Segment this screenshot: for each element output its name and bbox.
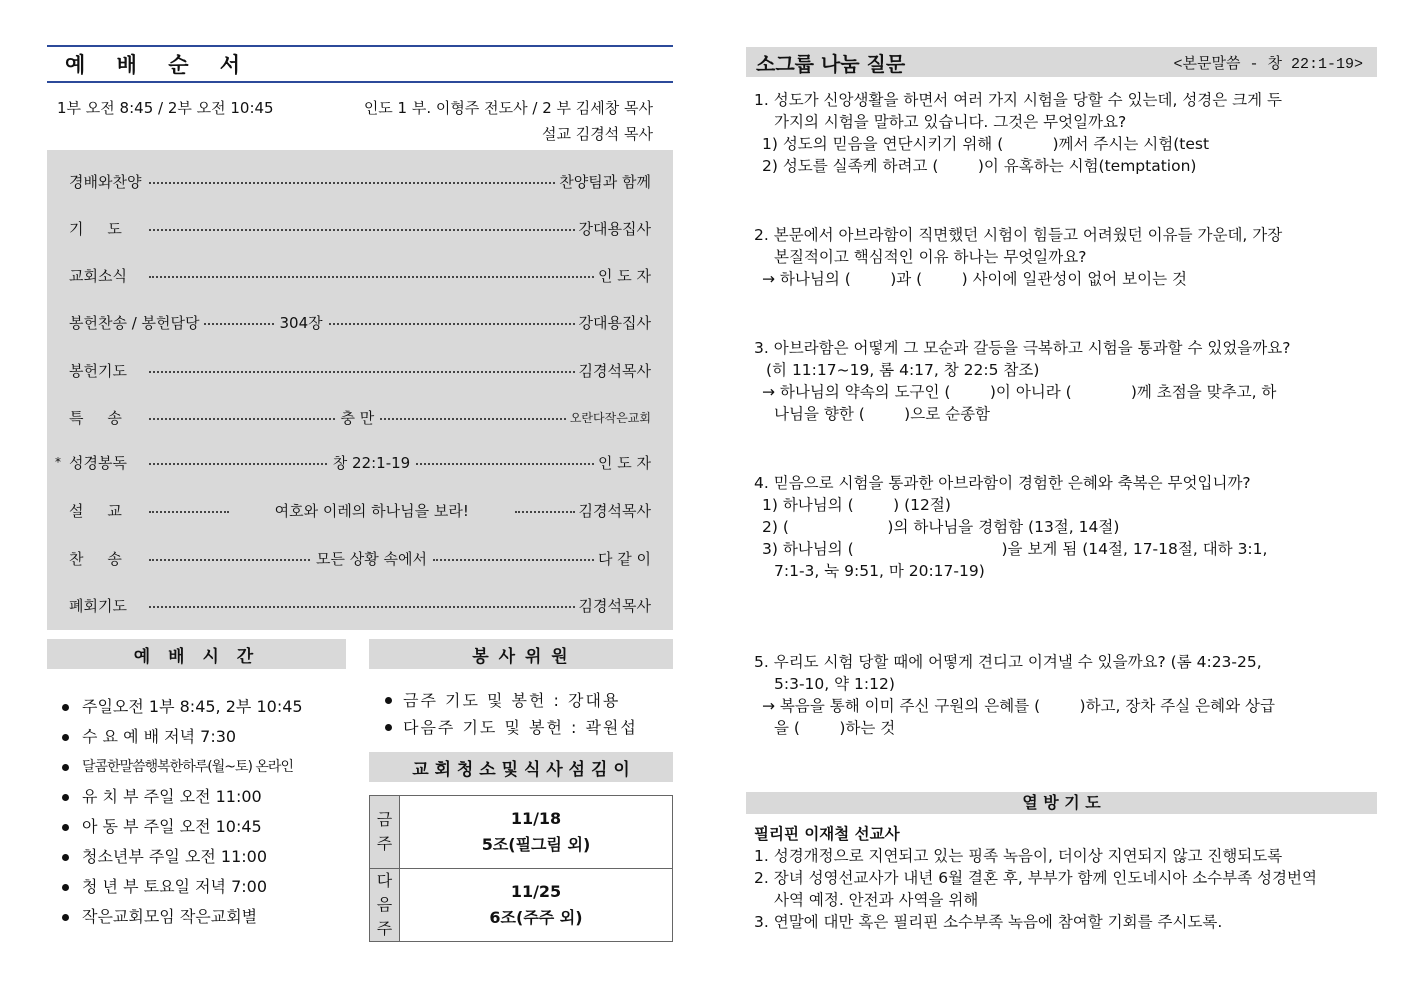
prayer-item: 사역 예정. 안전과 사역을 위해 — [774, 891, 979, 909]
leader-dots — [149, 559, 310, 561]
week-char: 음 — [376, 895, 393, 914]
clean-date: 11/18 — [510, 809, 562, 828]
order-item-label: 폐회기도 — [69, 596, 127, 615]
question-5 — [754, 651, 1368, 739]
service-leader: 인도 1 부. 이형주 전도사 / 2 부 김세창 목사 — [363, 99, 653, 117]
leader-dots — [149, 182, 555, 184]
order-item — [57, 405, 651, 429]
left-page — [47, 45, 673, 615]
leader-dots — [433, 559, 594, 561]
question-text: 가지의 시험을 말하고 있습니다. 그것은 무엇일까요? — [774, 113, 1127, 131]
order-item-mid: 충 만 — [340, 408, 375, 427]
answer-line: → 하나님의 ( )과 ( ) 사이에 일관성이 없어 보이는 것 — [762, 270, 1187, 288]
cleaning-table — [369, 795, 673, 942]
question-text: 4. 믿음으로 시험을 통과한 아브라함이 경험한 은혜와 축복은 무엇입니까? — [754, 474, 1251, 492]
week-cell — [370, 796, 400, 869]
leader-dots — [204, 323, 274, 325]
list-item: 주일오전 1부 8:45, 2부 10:45 — [62, 692, 303, 722]
leader-dots — [149, 229, 575, 231]
order-item-value: 찬양팀과 함께 — [559, 172, 651, 191]
cleaning-title: 교 회 청 소 및 식 사 섬 김 이 — [412, 759, 630, 780]
order-item-label: 기 도 — [69, 219, 122, 238]
order-item-label: 경배와찬양 — [69, 172, 142, 191]
list-item: 아 동 부 주일 오전 10:45 — [62, 812, 303, 842]
missionary-name: 필리핀 이재철 선교사 — [754, 825, 900, 843]
clean-group: 5조(필그림 외) — [481, 835, 591, 854]
list-item: 청소년부 주일 오전 11:00 — [62, 842, 303, 872]
order-item — [57, 310, 651, 334]
order-item-value: 강대용집사 — [578, 313, 651, 332]
question-text: 5:3-10, 약 1:12) — [774, 675, 895, 693]
servants-list — [385, 687, 638, 741]
sermon-by: 설교 김경석 목사 — [542, 125, 653, 143]
servants-title: 봉 사 위 원 — [472, 646, 570, 667]
leader-dots — [149, 463, 327, 465]
order-item — [57, 169, 651, 193]
answer-line: 7:1-3, 눅 9:51, 마 20:17-19) — [774, 562, 985, 580]
order-item-value: 강대용집사 — [578, 219, 651, 238]
group-cell — [400, 796, 673, 869]
worship-times-title: 예 배 시 간 — [133, 646, 260, 667]
servants-header — [369, 639, 673, 669]
week-char: 주 — [376, 834, 393, 853]
order-item-value: 인 도 자 — [597, 453, 651, 472]
order-item-value: 김경석목사 — [578, 596, 651, 615]
answer-line: → 복음을 통해 이미 주신 구원의 은혜를 ( )하고, 장차 주실 은혜와 상급 — [762, 697, 1275, 715]
question-text: (히 11:17~19, 롬 4:17, 창 22:5 참조) — [766, 361, 1040, 379]
order-item — [57, 216, 651, 240]
answer-line: 1) 하나님의 ( ) (12절) — [762, 496, 951, 514]
prayer-header — [746, 792, 1377, 814]
prayer-item: 2. 장녀 성영선교사가 내년 6월 결혼 후, 부부가 함께 인도네시아 소수부족 성경번역 — [754, 869, 1317, 887]
group-cell — [400, 869, 673, 942]
small-group-header — [746, 47, 1377, 77]
week-char: 주 — [376, 919, 393, 938]
order-item-label: 봉헌기도 — [69, 361, 127, 380]
prayer-title: 열 방 기 도 — [1022, 793, 1101, 812]
answer-line: 2) ( )의 하나님을 경험함 (13절, 14절) — [762, 518, 1120, 536]
table-row — [370, 796, 673, 869]
order-item-value: 김경석목사 — [578, 501, 651, 520]
question-3 — [754, 337, 1368, 425]
order-item-mid: 창 22:1-19 — [332, 453, 411, 472]
small-group-title: 소그룹 나눔 질문 — [756, 51, 906, 76]
order-item-label: 교회소식 — [69, 266, 127, 285]
question-2 — [754, 224, 1368, 290]
order-item-value: 김경석목사 — [578, 361, 651, 380]
leader-dots — [149, 511, 229, 513]
cleaning-header — [369, 752, 673, 782]
worship-times-list — [62, 692, 303, 932]
order-item — [57, 450, 651, 474]
order-item-value: 오란다작은교회 — [569, 410, 651, 425]
order-item-mid: 모든 상황 속에서 — [316, 549, 427, 568]
order-item — [57, 593, 651, 617]
leader-dots — [329, 323, 575, 325]
week-char: 금 — [376, 810, 393, 829]
star-mark: * — [55, 455, 61, 469]
list-item: 달콤한말씀행복한하루(월~토) 온라인 — [62, 752, 303, 782]
clean-group: 6조(주주 외) — [489, 908, 583, 927]
order-item-label: 특 송 — [69, 408, 122, 427]
list-item: 유 치 부 주일 오전 11:00 — [62, 782, 303, 812]
week-cell — [370, 869, 400, 942]
worship-order-title: 예 배 순 서 — [65, 53, 253, 77]
leader-dots — [416, 463, 594, 465]
leader-dots — [380, 418, 566, 420]
leader-dots — [149, 606, 575, 608]
question-1 — [754, 89, 1368, 177]
order-item-label: 설 교 — [69, 501, 122, 520]
prayer-item: 3. 연말에 대만 혹은 필리핀 소수부족 녹음에 참여할 기회를 주시도록. — [754, 913, 1223, 931]
leader-dots — [149, 371, 575, 373]
list-item: 청 년 부 토요일 저녁 7:00 — [62, 872, 303, 902]
answer-line: 2) 성도를 실족케 하려고 ( )이 유혹하는 시험(temptation) — [762, 157, 1197, 175]
order-item-value: 인 도 자 — [597, 266, 651, 285]
service-info — [47, 45, 673, 143]
question-text: 본질적이고 핵심적인 이유 하나는 무엇일까요? — [774, 248, 1087, 266]
list-item: 수 요 예 배 저녁 7:30 — [62, 722, 303, 752]
prayer-list — [754, 823, 1368, 933]
table-row — [370, 869, 673, 942]
worship-times-header — [47, 639, 346, 669]
order-item — [57, 498, 651, 522]
order-item — [57, 263, 651, 287]
order-item-value: 다 같 이 — [598, 549, 652, 568]
answer-line: 3) 하나님의 ( )을 보게 됨 (14절, 17-18절, 대하 3:1, — [762, 540, 1268, 558]
order-item-label: 찬 송 — [69, 549, 122, 568]
week-char: 다 — [376, 871, 393, 890]
order-item-mid: 304장 — [279, 313, 323, 332]
order-item-label: 봉헌찬송 / 봉헌담당 — [69, 313, 200, 332]
order-of-worship — [47, 150, 673, 630]
question-text: 1. 성도가 신앙생활을 하면서 여러 가지 시험을 당할 수 있는데, 성경은 크게 두 — [754, 91, 1283, 109]
answer-line: 을 ( )하는 것 — [774, 719, 896, 737]
list-item: 금주 기도 및 봉헌 : 강대용 — [385, 687, 638, 714]
order-item — [57, 358, 651, 382]
scripture-reference: <본문말씀 - 창 22:1-19> — [1173, 55, 1363, 73]
list-item: 다음주 기도 및 봉헌 : 곽원섭 — [385, 714, 638, 741]
leader-dots — [149, 418, 335, 420]
order-item-label: 성경봉독 — [69, 453, 127, 472]
question-text: 2. 본문에서 아브라함이 직면했던 시험이 힘들고 어려웠던 이유들 가운데, 가장 — [754, 226, 1283, 244]
question-4 — [754, 472, 1368, 582]
right-page — [746, 47, 1377, 947]
order-item-mid: 여호와 이레의 하나님을 보라! — [274, 501, 469, 520]
question-text: 3. 아브라함은 어떻게 그 모순과 갈등을 극복하고 시험을 통과할 수 있었을까요? — [754, 339, 1291, 357]
answer-line: 1) 성도의 믿음을 연단시키기 위해 ( )께서 주시는 시험(test — [762, 135, 1210, 153]
leader-dots — [149, 276, 594, 278]
leader-dots — [515, 511, 575, 513]
answer-line: → 하나님의 약속의 도구인 ( )이 아니라 ( )께 초점을 맞추고, 하 — [762, 383, 1277, 401]
list-item: 작은교회모임 작은교회별 — [62, 902, 303, 932]
answer-line: 나님을 향한 ( )으로 순종함 — [774, 405, 991, 423]
service-times: 1부 오전 8:45 / 2부 오전 10:45 — [57, 99, 274, 117]
prayer-item: 1. 성경개정으로 지연되고 있는 핑족 녹음이, 더이상 지연되지 않고 진행되도록 — [754, 847, 1283, 865]
order-item — [57, 546, 651, 570]
question-text: 5. 우리도 시험 당할 때에 어떻게 견디고 이겨낼 수 있을까요? (롬 4:23-25, — [754, 653, 1262, 671]
clean-date: 11/25 — [510, 882, 562, 901]
